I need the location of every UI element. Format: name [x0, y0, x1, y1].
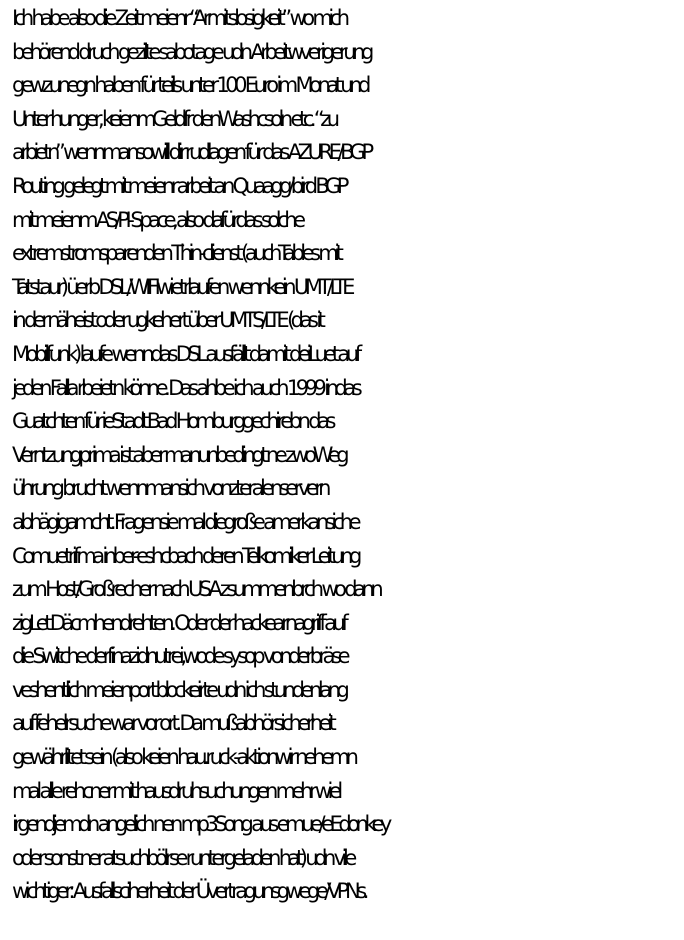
document-body	[12, 2, 680, 909]
text-line: arbietn” wennmansowill dir rudlagen für das AZURE/BGP	[12, 140, 370, 165]
text-line: behörend druch gezilte sabotage udn Arbeitwverigerung	[12, 39, 370, 64]
text-line: zigLet Däcmhendrehten. Oder der hackearnagriff auf	[12, 610, 345, 635]
text-line: Comuetrifma inber-eshcbach deren Telkomiker Leitung	[12, 543, 358, 568]
text-line: Tatstaur) üerb DSL/WIFIwietrlaufen wennkein UMT/LTE	[12, 274, 352, 299]
text-line: gewzunegn haben für teils unter 100 Euro im Monat und	[12, 73, 367, 98]
text-line: zum Host/Großrecher nach USA zsummenbrch wo dann	[12, 577, 380, 602]
text-line: Mobilfunk) laufe wenndas DSL ausfällt damit deiLuet auf	[12, 341, 358, 366]
text-line: Verntzungprima ist aber manunbedingt ne zwoWeg	[12, 442, 346, 467]
text-line: Routing gelegt mit meienr arbeit an Quaagg/bird BGP	[12, 173, 346, 198]
text-line: mal alle rehcner mit hausdruhsuchungen mehr wiel	[12, 778, 339, 803]
text-line: die Switche derfinazidnutrei,wode sysop vonderbräse	[12, 644, 347, 669]
text-line: mit meienm AS/PI-Space, also dafürdas solche	[12, 207, 302, 232]
text-line: Guatchten für ieStadt Bad Homburggechirebn das	[12, 409, 333, 434]
text-line: extremstromsparenden Thin-clienst (auchTables mit	[12, 241, 340, 266]
text-line: abhägigamcht. Fragensie mal diegroße amerkansiche	[12, 509, 358, 534]
text-line: Unter hunger, keienmGeldfr denWashcsoln etc. “zu	[12, 106, 336, 131]
text-line: oder sonst ner atsuchbölrse runtergeladen hat) udn vile	[12, 845, 353, 870]
text-line: auf fehelrsuche war vor ort. Da mußabhörsicherheit	[12, 711, 333, 736]
text-line: Ich habe also die Zeit meienr “Armitslosigkeit” wo mich	[12, 6, 346, 30]
text-line: wichtiger: Ausfallsciherheit der Üvertragunsgwege/VPNs.	[12, 879, 365, 904]
text-line: ührung brucht wennmansich vonzteralenservern	[12, 476, 328, 501]
text-line: in der näheist oder ugkehert über UMTS/LTE (das it	[12, 308, 322, 333]
text-line: jeden Falla rbeietn könne. Das ahbe ich auch 1999 indas	[12, 375, 359, 400]
text-line: gewährlitet sein (also keien hau.ruck-aktionwir nehemn	[12, 745, 355, 770]
text-line: irgendjemdn angelich nen mp3Song aus emue/eEdonkey	[12, 812, 388, 837]
text-line: veshentlich meienport blockeirte udn ich stundenlang	[12, 677, 346, 702]
